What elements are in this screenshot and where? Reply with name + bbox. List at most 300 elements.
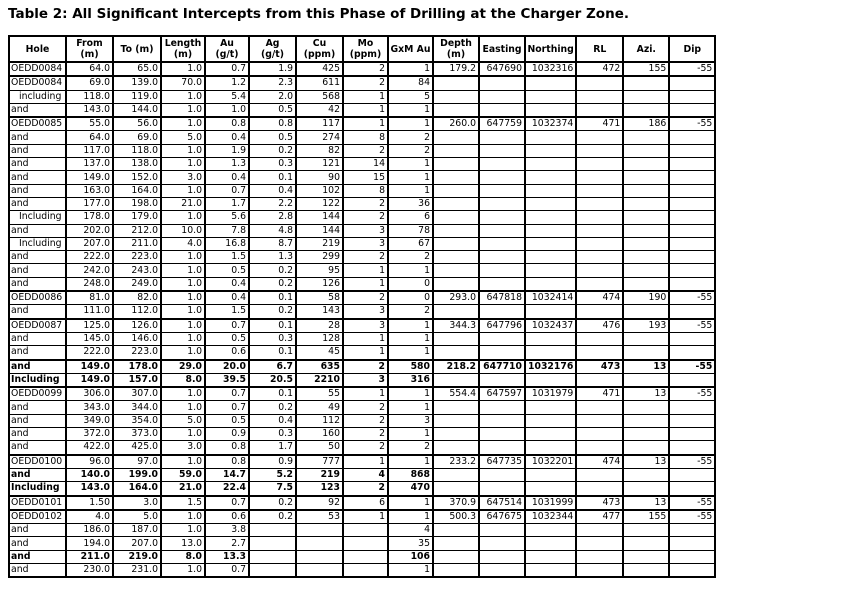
cell-rl — [576, 482, 623, 496]
table-row — [9, 211, 715, 224]
cell-northing — [525, 211, 576, 224]
cell-depth: 233.2 — [433, 455, 479, 469]
cell-dip — [669, 251, 715, 264]
cell-mo: 3 — [343, 319, 388, 333]
cell-azi — [623, 563, 669, 577]
cell-rl — [576, 401, 623, 414]
cell-northing: 1032414 — [525, 291, 576, 305]
cell-rl — [576, 211, 623, 224]
cell-azi — [623, 332, 669, 345]
cell-azi — [623, 401, 669, 414]
cell-length: 1.0 — [161, 428, 205, 441]
cell-northing — [525, 305, 576, 319]
cell-northing — [525, 537, 576, 550]
cell-au: 3.8 — [205, 524, 249, 537]
cell-depth — [433, 414, 479, 427]
cell-au: 0.5 — [205, 264, 249, 277]
cell-ag: 2.3 — [249, 76, 296, 90]
column-header-easting — [479, 36, 525, 62]
cell-depth — [433, 224, 479, 237]
cell-from: 306.0 — [66, 387, 113, 401]
cell-dip — [669, 305, 715, 319]
table-row — [9, 277, 715, 291]
cell-dip — [669, 428, 715, 441]
cell-from: 222.0 — [66, 346, 113, 360]
cell-au: 20.0 — [205, 360, 249, 374]
cell-easting — [479, 90, 525, 103]
cell-mo — [343, 563, 388, 577]
cell-azi — [623, 524, 669, 537]
cell-hole: Including — [9, 482, 66, 496]
cell-cu: 95 — [296, 264, 343, 277]
cell-cu: 55 — [296, 387, 343, 401]
cell-azi: 155 — [623, 510, 669, 524]
cell-northing — [525, 468, 576, 481]
table-row — [9, 496, 715, 510]
cell-easting: 647514 — [479, 496, 525, 510]
cell-au: 0.8 — [205, 117, 249, 131]
cell-easting — [479, 237, 525, 250]
cell-au: 5.6 — [205, 211, 249, 224]
column-header-text: (m) — [446, 49, 466, 60]
cell-au: 0.4 — [205, 277, 249, 291]
column-header-mo — [343, 36, 388, 62]
cell-depth — [433, 401, 479, 414]
cell-depth — [433, 158, 479, 171]
cell-to: 212.0 — [113, 224, 161, 237]
table-row — [9, 131, 715, 144]
cell-easting — [479, 224, 525, 237]
cell-dip — [669, 264, 715, 277]
cell-easting — [479, 131, 525, 144]
cell-mo: 1 — [343, 332, 388, 345]
cell-easting: 647735 — [479, 455, 525, 469]
cell-au: 1.9 — [205, 144, 249, 157]
cell-dip — [669, 211, 715, 224]
column-header-gxm-au — [388, 36, 433, 62]
cell-length: 1.0 — [161, 401, 205, 414]
cell-depth — [433, 428, 479, 441]
cell-au: 0.7 — [205, 319, 249, 333]
cell-rl — [576, 224, 623, 237]
cell-azi: 190 — [623, 291, 669, 305]
cell-depth: 554.4 — [433, 387, 479, 401]
cell-cu: 128 — [296, 332, 343, 345]
cell-to: 198.0 — [113, 197, 161, 210]
cell-length: 1.0 — [161, 62, 205, 76]
cell-hole: OEDD0100 — [9, 455, 66, 469]
cell-dip — [669, 184, 715, 197]
column-header-text: (m) — [80, 49, 99, 60]
table-row — [9, 158, 715, 171]
column-header-text: (ppm) — [349, 49, 382, 60]
cell-cu: 144 — [296, 224, 343, 237]
cell-rl — [576, 184, 623, 197]
cell-azi: 13 — [623, 455, 669, 469]
cell-rl: 471 — [576, 387, 623, 401]
cell-hole: and — [9, 197, 66, 210]
table-row — [9, 103, 715, 117]
cell-length: 1.0 — [161, 332, 205, 345]
column-header-text: (g/t) — [215, 49, 239, 60]
cell-dip — [669, 224, 715, 237]
cell-easting — [479, 401, 525, 414]
cell-gxm-au: 84 — [388, 76, 433, 90]
cell-rl — [576, 277, 623, 291]
cell-hole: and — [9, 264, 66, 277]
column-header-text: Au — [220, 38, 234, 49]
cell-mo: 2 — [343, 211, 388, 224]
cell-hole: and — [9, 428, 66, 441]
table-row — [9, 537, 715, 550]
cell-ag: 0.3 — [249, 428, 296, 441]
cell-mo: 1 — [343, 117, 388, 131]
cell-from: 69.0 — [66, 76, 113, 90]
table-title: Table 2: All Significant Intercepts from this Phase of Drilling at the Charger Zone. — [8, 6, 629, 22]
column-header-azi — [623, 36, 669, 62]
cell-easting — [479, 103, 525, 117]
cell-easting: 647759 — [479, 117, 525, 131]
table-row — [9, 373, 715, 387]
cell-ag: 0.9 — [249, 455, 296, 469]
cell-hole: and — [9, 251, 66, 264]
cell-ag: 1.7 — [249, 441, 296, 455]
cell-dip: -55 — [669, 62, 715, 76]
cell-dip — [669, 401, 715, 414]
column-header-text: (ppm) — [303, 49, 336, 60]
cell-to: 5.0 — [113, 510, 161, 524]
cell-mo: 1 — [343, 346, 388, 360]
cell-azi: 186 — [623, 117, 669, 131]
cell-hole: and — [9, 401, 66, 414]
cell-cu: 112 — [296, 414, 343, 427]
cell-from: 111.0 — [66, 305, 113, 319]
column-header-northing — [525, 36, 576, 62]
cell-from: 202.0 — [66, 224, 113, 237]
column-header-text: GxM Au — [390, 43, 431, 55]
table-row — [9, 524, 715, 537]
cell-ag: 0.3 — [249, 332, 296, 345]
cell-gxm-au: 1 — [388, 346, 433, 360]
cell-to: 164.0 — [113, 482, 161, 496]
cell-mo: 2 — [343, 291, 388, 305]
cell-easting — [479, 373, 525, 387]
cell-gxm-au: 2 — [388, 251, 433, 264]
cell-mo: 2 — [343, 414, 388, 427]
cell-from: 149.0 — [66, 360, 113, 374]
cell-depth — [433, 482, 479, 496]
cell-rl: 473 — [576, 360, 623, 374]
cell-ag: 0.2 — [249, 277, 296, 291]
cell-northing — [525, 131, 576, 144]
table-body — [9, 62, 715, 577]
cell-au: 0.7 — [205, 387, 249, 401]
cell-hole: and — [9, 171, 66, 184]
cell-ag: 5.2 — [249, 468, 296, 481]
cell-hole: OEDD0086 — [9, 291, 66, 305]
cell-cu: 144 — [296, 211, 343, 224]
cell-to: 344.0 — [113, 401, 161, 414]
cell-hole: and — [9, 144, 66, 157]
cell-length: 1.0 — [161, 346, 205, 360]
cell-cu: 274 — [296, 131, 343, 144]
cell-depth — [433, 171, 479, 184]
cell-from: 96.0 — [66, 455, 113, 469]
cell-azi — [623, 144, 669, 157]
cell-length: 5.0 — [161, 414, 205, 427]
cell-cu: 102 — [296, 184, 343, 197]
cell-rl — [576, 563, 623, 577]
cell-mo: 1 — [343, 90, 388, 103]
cell-to: 146.0 — [113, 332, 161, 345]
cell-dip: -55 — [669, 291, 715, 305]
cell-ag: 0.2 — [249, 264, 296, 277]
cell-to: 207.0 — [113, 537, 161, 550]
cell-from: 248.0 — [66, 277, 113, 291]
cell-easting — [479, 144, 525, 157]
cell-rl — [576, 332, 623, 345]
cell-mo: 6 — [343, 496, 388, 510]
cell-to: 187.0 — [113, 524, 161, 537]
cell-northing — [525, 90, 576, 103]
cell-to: 3.0 — [113, 496, 161, 510]
cell-mo: 2 — [343, 428, 388, 441]
cell-au: 16.8 — [205, 237, 249, 250]
cell-cu: 568 — [296, 90, 343, 103]
table-row — [9, 346, 715, 360]
cell-depth: 370.9 — [433, 496, 479, 510]
cell-mo: 8 — [343, 184, 388, 197]
cell-dip: -55 — [669, 319, 715, 333]
cell-gxm-au: 4 — [388, 524, 433, 537]
cell-cu: 45 — [296, 346, 343, 360]
table-row — [9, 550, 715, 563]
cell-azi — [623, 482, 669, 496]
cell-easting — [479, 305, 525, 319]
cell-rl — [576, 441, 623, 455]
cell-length: 8.0 — [161, 550, 205, 563]
cell-rl — [576, 103, 623, 117]
cell-hole: and — [9, 550, 66, 563]
cell-azi: 13 — [623, 387, 669, 401]
cell-mo: 2 — [343, 144, 388, 157]
column-header-text: Ag — [265, 38, 280, 49]
cell-dip — [669, 144, 715, 157]
cell-to: 164.0 — [113, 184, 161, 197]
cell-to: 243.0 — [113, 264, 161, 277]
cell-au: 14.7 — [205, 468, 249, 481]
cell-easting — [479, 277, 525, 291]
cell-from: 343.0 — [66, 401, 113, 414]
cell-gxm-au: 1 — [388, 332, 433, 345]
cell-length: 1.0 — [161, 184, 205, 197]
cell-azi — [623, 237, 669, 250]
cell-from: 207.0 — [66, 237, 113, 250]
table-row — [9, 428, 715, 441]
cell-length: 1.0 — [161, 455, 205, 469]
cell-gxm-au: 2 — [388, 441, 433, 455]
cell-dip — [669, 90, 715, 103]
cell-cu: 82 — [296, 144, 343, 157]
cell-to: 307.0 — [113, 387, 161, 401]
cell-northing: 1031979 — [525, 387, 576, 401]
cell-northing — [525, 563, 576, 577]
cell-depth: 293.0 — [433, 291, 479, 305]
cell-azi — [623, 90, 669, 103]
cell-azi: 13 — [623, 496, 669, 510]
cell-hole: and — [9, 537, 66, 550]
cell-dip: -55 — [669, 360, 715, 374]
table-row — [9, 455, 715, 469]
cell-au: 7.8 — [205, 224, 249, 237]
table-row — [9, 251, 715, 264]
cell-depth: 500.3 — [433, 510, 479, 524]
cell-to: 199.0 — [113, 468, 161, 481]
cell-ag — [249, 537, 296, 550]
cell-au: 0.5 — [205, 414, 249, 427]
cell-from: 149.0 — [66, 171, 113, 184]
column-header-text: Hole — [25, 43, 50, 55]
table-row — [9, 332, 715, 345]
cell-azi — [623, 550, 669, 563]
cell-azi — [623, 441, 669, 455]
cell-easting: 647597 — [479, 387, 525, 401]
cell-ag: 0.5 — [249, 131, 296, 144]
cell-ag: 0.2 — [249, 510, 296, 524]
cell-depth — [433, 184, 479, 197]
cell-cu: 123 — [296, 482, 343, 496]
cell-length: 1.0 — [161, 510, 205, 524]
cell-rl: 472 — [576, 62, 623, 76]
cell-rl — [576, 428, 623, 441]
cell-ag: 0.4 — [249, 184, 296, 197]
cell-to: 223.0 — [113, 251, 161, 264]
cell-dip — [669, 537, 715, 550]
cell-gxm-au: 3 — [388, 414, 433, 427]
cell-mo: 3 — [343, 237, 388, 250]
cell-easting — [479, 537, 525, 550]
cell-au: 5.4 — [205, 90, 249, 103]
cell-to: 82.0 — [113, 291, 161, 305]
cell-easting — [479, 524, 525, 537]
table-row — [9, 387, 715, 401]
cell-hole: Including — [9, 211, 66, 224]
table-row — [9, 90, 715, 103]
cell-rl: 477 — [576, 510, 623, 524]
cell-gxm-au: 1 — [388, 496, 433, 510]
cell-easting — [479, 468, 525, 481]
cell-easting — [479, 414, 525, 427]
cell-au: 0.7 — [205, 563, 249, 577]
cell-depth — [433, 197, 479, 210]
cell-length: 3.0 — [161, 171, 205, 184]
cell-rl — [576, 264, 623, 277]
cell-gxm-au: 1 — [388, 510, 433, 524]
cell-cu: 425 — [296, 62, 343, 76]
cell-gxm-au: 1 — [388, 455, 433, 469]
cell-mo: 2 — [343, 197, 388, 210]
cell-from: 137.0 — [66, 158, 113, 171]
cell-dip: -55 — [669, 387, 715, 401]
cell-easting: 647690 — [479, 62, 525, 76]
cell-mo: 1 — [343, 455, 388, 469]
cell-ag: 7.5 — [249, 482, 296, 496]
cell-hole: and — [9, 524, 66, 537]
column-header-ag — [249, 36, 296, 62]
cell-azi — [623, 211, 669, 224]
cell-hole: OEDD0099 — [9, 387, 66, 401]
cell-cu — [296, 537, 343, 550]
cell-to: 97.0 — [113, 455, 161, 469]
cell-ag: 2.2 — [249, 197, 296, 210]
cell-depth — [433, 550, 479, 563]
cell-from: 4.0 — [66, 510, 113, 524]
cell-depth — [433, 277, 479, 291]
cell-ag: 20.5 — [249, 373, 296, 387]
cell-mo: 2 — [343, 401, 388, 414]
cell-northing — [525, 346, 576, 360]
cell-northing — [525, 224, 576, 237]
cell-cu: 49 — [296, 401, 343, 414]
cell-to: 223.0 — [113, 346, 161, 360]
cell-cu: 126 — [296, 277, 343, 291]
cell-azi — [623, 76, 669, 90]
cell-au: 1.5 — [205, 305, 249, 319]
table-row — [9, 197, 715, 210]
cell-azi: 13 — [623, 360, 669, 374]
cell-gxm-au: 868 — [388, 468, 433, 481]
cell-dip: -55 — [669, 510, 715, 524]
cell-to: 179.0 — [113, 211, 161, 224]
cell-rl — [576, 346, 623, 360]
cell-easting — [479, 211, 525, 224]
cell-au: 0.4 — [205, 131, 249, 144]
cell-gxm-au: 1 — [388, 428, 433, 441]
cell-depth — [433, 264, 479, 277]
cell-hole: and — [9, 305, 66, 319]
cell-cu: 219 — [296, 237, 343, 250]
cell-depth — [433, 76, 479, 90]
cell-dip — [669, 550, 715, 563]
cell-au: 0.7 — [205, 401, 249, 414]
cell-from: 118.0 — [66, 90, 113, 103]
cell-from: 125.0 — [66, 319, 113, 333]
cell-easting — [479, 482, 525, 496]
cell-ag — [249, 563, 296, 577]
cell-ag: 0.1 — [249, 319, 296, 333]
cell-hole: OEDD0084 — [9, 62, 66, 76]
cell-from: 422.0 — [66, 441, 113, 455]
cell-au: 1.3 — [205, 158, 249, 171]
cell-length: 1.0 — [161, 211, 205, 224]
cell-azi — [623, 184, 669, 197]
column-header-to — [113, 36, 161, 62]
column-header-au — [205, 36, 249, 62]
cell-to: 65.0 — [113, 62, 161, 76]
cell-from: 145.0 — [66, 332, 113, 345]
cell-azi — [623, 251, 669, 264]
table-row — [9, 62, 715, 76]
cell-au: 39.5 — [205, 373, 249, 387]
cell-to: 144.0 — [113, 103, 161, 117]
column-header-length — [161, 36, 205, 62]
cell-depth — [433, 103, 479, 117]
cell-hole: and — [9, 346, 66, 360]
cell-dip: -55 — [669, 117, 715, 131]
cell-azi — [623, 264, 669, 277]
cell-mo: 2 — [343, 251, 388, 264]
cell-cu: 143 — [296, 305, 343, 319]
